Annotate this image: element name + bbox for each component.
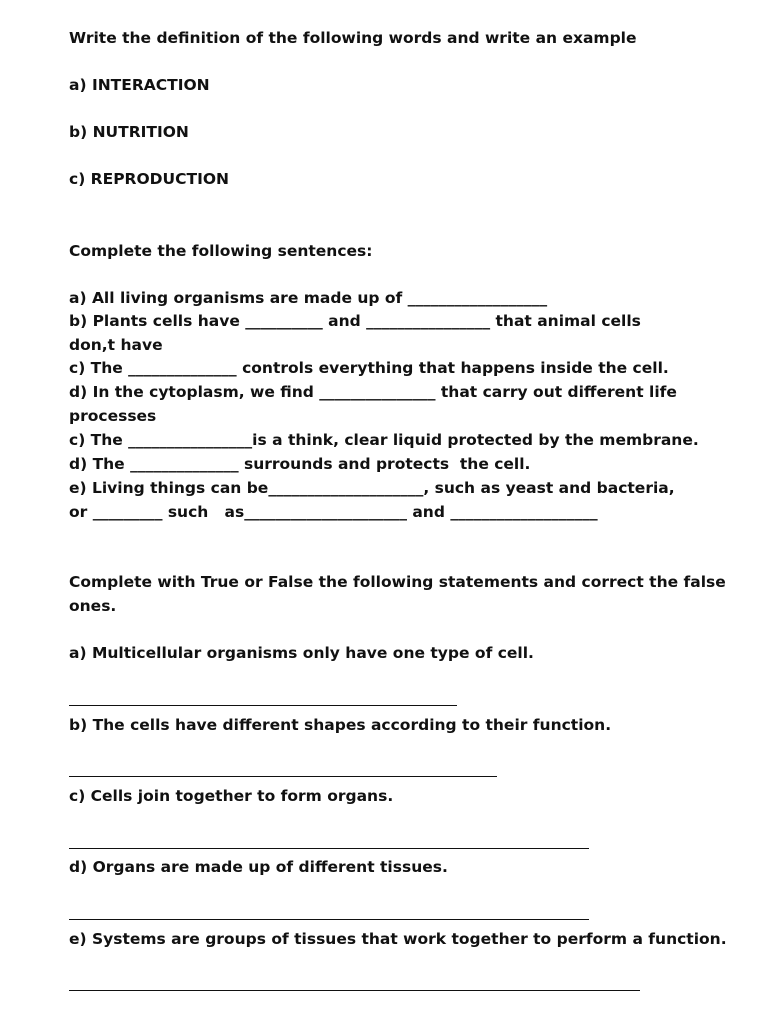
answer-line-e bbox=[69, 990, 640, 991]
true-false-heading-continued: ones. bbox=[69, 597, 117, 615]
sentences-heading: Complete the following sentences: bbox=[69, 242, 373, 260]
definition-item-reproduction: c) REPRODUCTION bbox=[69, 170, 229, 188]
true-false-heading: Complete with True or False the following statements and correct the false bbox=[69, 573, 726, 591]
definition-item-interaction: a) INTERACTION bbox=[69, 76, 210, 94]
answer-line-d bbox=[69, 919, 589, 920]
sentence-line: d) In the cytoplasm, we find _______________ that carry out different life bbox=[69, 383, 677, 401]
sentence-line: c) The ________________is a think, clear liquid protected by the membrane. bbox=[69, 431, 699, 449]
statement-c: c) Cells join together to form organs. bbox=[69, 787, 394, 805]
statement-b: b) The cells have different shapes according to their function. bbox=[69, 716, 612, 734]
definition-item-nutrition: b) NUTRITION bbox=[69, 123, 189, 141]
answer-line-c bbox=[69, 848, 589, 849]
definitions-heading: Write the definition of the following words and write an example bbox=[69, 29, 637, 47]
sentence-line: processes bbox=[69, 407, 157, 425]
answer-line-a bbox=[69, 705, 457, 706]
sentence-line: e) Living things can be____________________, such as yeast and bacteria, bbox=[69, 479, 675, 497]
sentence-line: don,t have bbox=[69, 336, 163, 354]
sentence-line: d) The ______________ surrounds and protects the cell. bbox=[69, 455, 531, 473]
sentence-line: b) Plants cells have __________ and ________________ that animal cells bbox=[69, 312, 641, 330]
sentence-line: c) The ______________ controls everything that happens inside the cell. bbox=[69, 359, 669, 377]
sentence-line: a) All living organisms are made up of __________________ bbox=[69, 289, 548, 307]
answer-line-b bbox=[69, 776, 497, 777]
sentence-line: or _________ such as_____________________ and ___________________ bbox=[69, 503, 598, 521]
statement-e: e) Systems are groups of tissues that work together to perform a function. bbox=[69, 930, 727, 948]
statement-a: a) Multicellular organisms only have one type of cell. bbox=[69, 644, 534, 662]
statement-d: d) Organs are made up of different tissues. bbox=[69, 858, 448, 876]
